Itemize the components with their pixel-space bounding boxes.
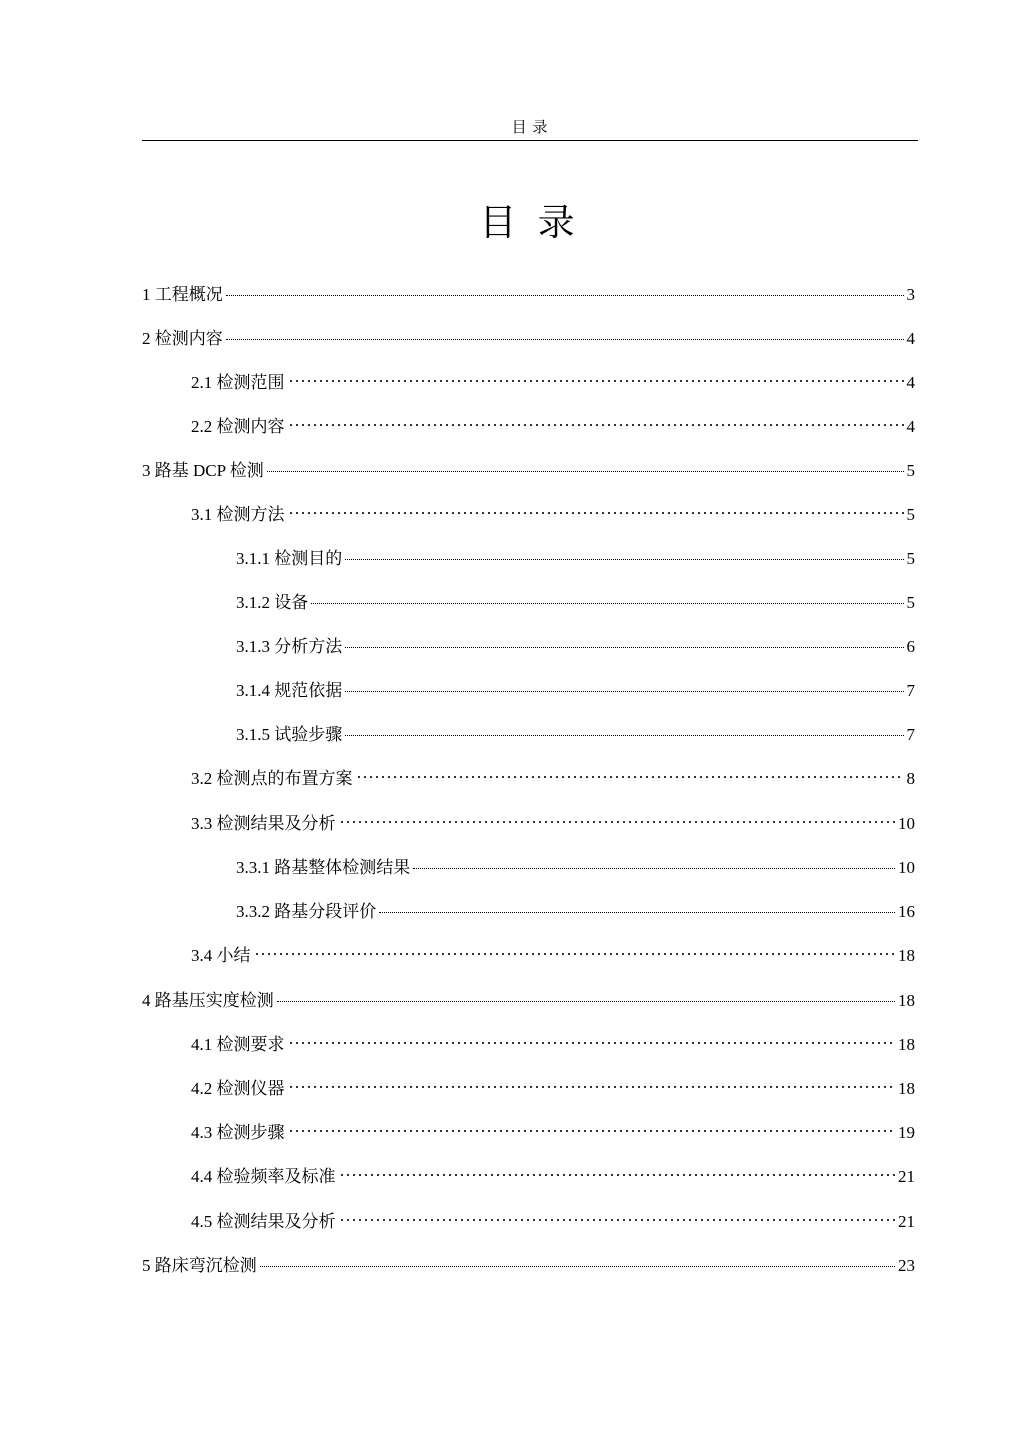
toc-leader: [267, 454, 904, 476]
toc-entry-label: 4 路基压实度检测: [142, 991, 274, 1010]
toc-entry[interactable]: [236, 895, 915, 921]
toc-entry-page: 4: [906, 329, 915, 348]
toc-entry-page: 21: [898, 1167, 915, 1186]
toc-entry-label: 2.2 检测内容: [191, 417, 285, 436]
toc-leader: [413, 851, 895, 873]
toc-leader: [345, 718, 903, 740]
toc-entry[interactable]: [236, 586, 915, 612]
header-divider: [142, 140, 918, 141]
toc-entry-label: 4.2 检测仪器: [191, 1079, 285, 1098]
toc-entry-page: 4: [906, 417, 915, 436]
toc-entry-label: 3.1 检测方法: [191, 505, 285, 524]
toc-entry-page: 5: [906, 505, 915, 524]
toc-entry-label: 4.5 检测结果及分析: [191, 1212, 336, 1231]
toc-leader: [260, 1249, 895, 1271]
toc-entry-page: 5: [906, 593, 915, 612]
toc-leader: [356, 762, 904, 784]
toc-entry-page: 23: [898, 1256, 915, 1275]
toc-entry[interactable]: [191, 1072, 915, 1098]
toc-entry-label: 3.2 检测点的布置方案: [191, 769, 353, 788]
page-title: 目 录: [479, 203, 581, 244]
toc-leader: [288, 366, 904, 388]
toc-entry-page: 4: [906, 373, 915, 392]
toc-leader: [288, 1072, 896, 1094]
toc-entry-label: 2.1 检测范围: [191, 373, 285, 392]
toc-entry[interactable]: [191, 1205, 915, 1231]
toc-leader: [254, 939, 896, 961]
toc-leader: [339, 1205, 896, 1227]
toc-entry-page: 18: [898, 946, 915, 965]
toc-entry-page: 10: [898, 814, 915, 833]
toc-entry-page: 5: [906, 549, 915, 568]
toc-leader: [288, 1116, 896, 1138]
toc-entry-label: 3.1.3 分析方法: [236, 637, 343, 656]
toc-entry-page: 19: [898, 1123, 915, 1142]
toc-entry-label: 5 路床弯沉检测: [142, 1256, 257, 1275]
toc-leader: [379, 895, 895, 917]
toc-entry[interactable]: [191, 498, 915, 524]
toc-entry-page: 21: [898, 1212, 915, 1231]
toc-entry-page: 3: [906, 285, 915, 304]
toc-leader: [345, 630, 903, 652]
toc-entry-page: 18: [898, 1035, 915, 1054]
toc-entry[interactable]: [236, 851, 915, 877]
toc-entry-page: 16: [898, 902, 915, 921]
toc-entry[interactable]: [191, 939, 915, 965]
toc-entry-label: 3.1.2 设备: [236, 593, 309, 612]
toc-entry-label: 3.1.5 试验步骤: [236, 725, 343, 744]
toc-leader: [311, 586, 903, 608]
toc-entry-label: 3.3.2 路基分段评价: [236, 902, 377, 921]
toc-entry-page: 6: [906, 637, 915, 656]
toc-entry[interactable]: [142, 984, 915, 1010]
toc-entry-label: 4.3 检测步骤: [191, 1123, 285, 1142]
toc-entry-label: 3.1.4 规范依据: [236, 681, 343, 700]
toc-leader: [288, 498, 904, 520]
toc-leader: [345, 542, 903, 564]
toc-entry[interactable]: [236, 718, 915, 744]
toc-entry-page: 5: [906, 461, 915, 480]
toc-entry[interactable]: [142, 322, 915, 348]
toc-leader: [226, 278, 904, 300]
toc-entry[interactable]: [191, 1028, 915, 1054]
toc-entry-page: 18: [898, 991, 915, 1010]
toc-entry-page: 7: [906, 681, 915, 700]
toc-entry-label: 4.1 检测要求: [191, 1035, 285, 1054]
toc-entry-label: 4.4 检验频率及标准: [191, 1167, 336, 1186]
toc-leader: [339, 1160, 896, 1182]
toc-entry-page: 18: [898, 1079, 915, 1098]
toc-entry[interactable]: [191, 1116, 915, 1142]
running-header: 目 录: [511, 120, 549, 136]
toc-entry-label: 3 路基 DCP 检测: [142, 461, 264, 480]
toc-entry-label: 3.1.1 检测目的: [236, 549, 343, 568]
toc-entry[interactable]: [236, 674, 915, 700]
toc-leader: [345, 674, 903, 696]
toc-leader: [288, 410, 904, 432]
toc-leader: [277, 984, 895, 1006]
toc-entry[interactable]: [191, 1160, 915, 1186]
toc-entry[interactable]: [191, 807, 915, 833]
toc-leader: [339, 807, 896, 829]
toc-entry-page: 7: [906, 725, 915, 744]
toc-entry-page: 10: [898, 858, 915, 877]
toc-entry[interactable]: [191, 410, 915, 436]
toc-entry-label: 2 检测内容: [142, 329, 223, 348]
toc-entry[interactable]: [142, 454, 915, 480]
toc-entry[interactable]: [191, 366, 915, 392]
toc-entry-label: 3.3.1 路基整体检测结果: [236, 858, 411, 877]
toc-entry[interactable]: [142, 278, 915, 304]
toc-leader: [226, 322, 904, 344]
toc-entry[interactable]: [142, 1249, 915, 1275]
toc-entry-label: 3.4 小结: [191, 946, 251, 965]
toc-entry[interactable]: [236, 630, 915, 656]
toc-entry[interactable]: [236, 542, 915, 568]
toc-entry[interactable]: [191, 762, 915, 788]
toc-leader: [288, 1028, 896, 1050]
toc-entry-page: 8: [906, 769, 915, 788]
toc-entry-label: 1 工程概况: [142, 285, 223, 304]
toc-entry-label: 3.3 检测结果及分析: [191, 814, 336, 833]
